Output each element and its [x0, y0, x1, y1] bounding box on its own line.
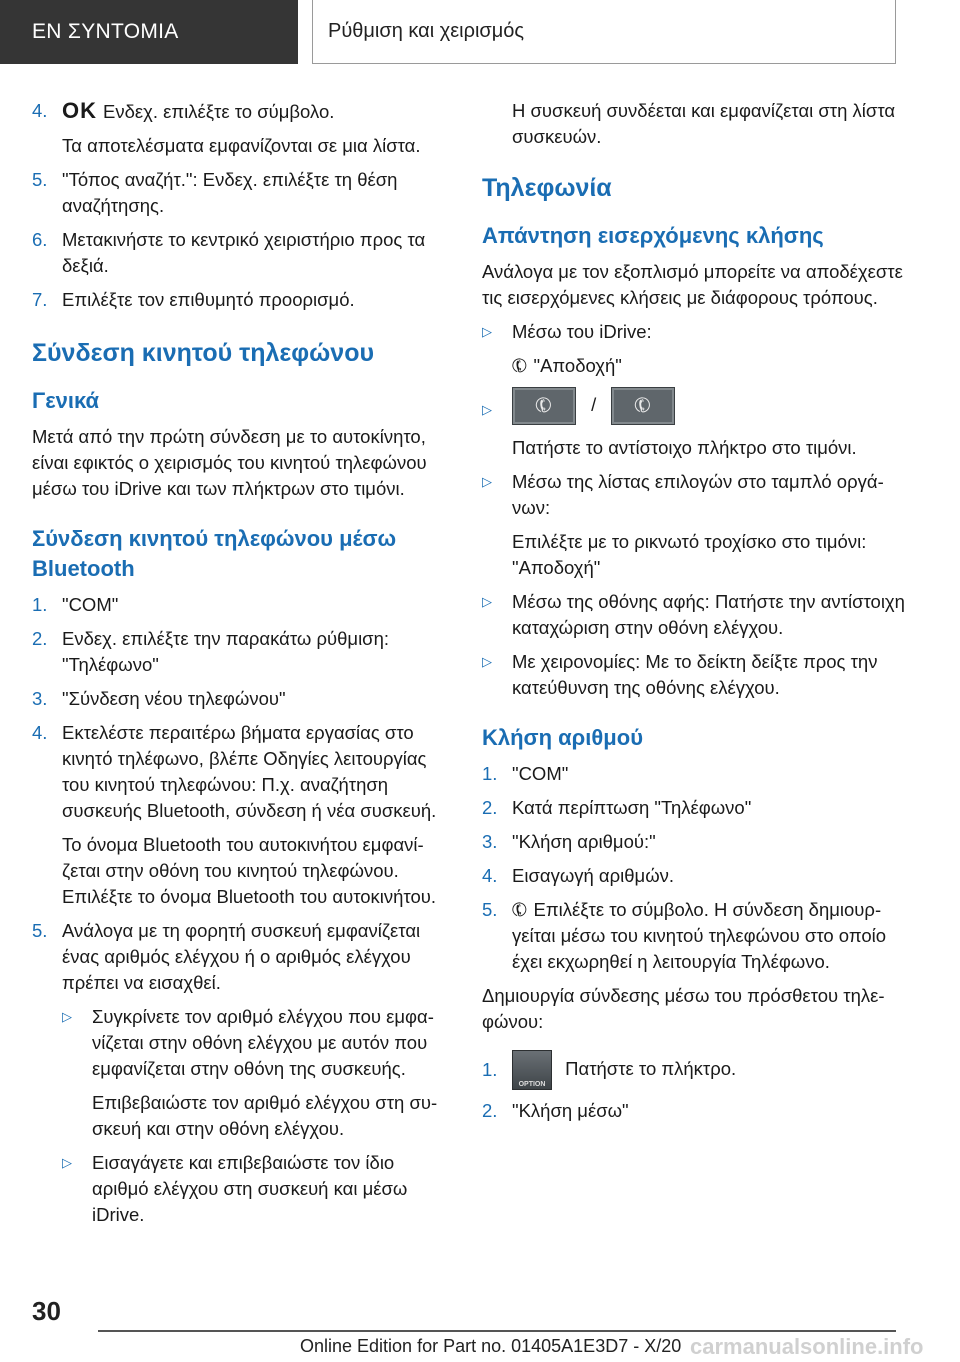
triangle-bullet-icon: ▷ [482, 324, 492, 339]
right-column [482, 98, 912, 1132]
list-item [482, 761, 912, 787]
item-number: 1. [482, 763, 498, 784]
item-number: 7. [32, 289, 48, 310]
item-text: Εκτελέστε περαιτέρω βήματα εργασίας στο κινητό τηλέφωνο, βλέπε Οδηγίες λειτουργίας του κινητού τηλεφώνου: Π.χ. αναζήτηση συσκευής Bluetooth, σύνδεση ή νέα συσκευή. [62, 722, 437, 821]
page-number: 30 [32, 1296, 61, 1326]
item-number: 4. [32, 722, 48, 743]
list-item [32, 287, 452, 313]
item-text: Ενδεχ. επιλέξτε την παρακάτω ρύθμιση: "Τηλέφωνο" [62, 628, 390, 675]
list-item [32, 720, 452, 824]
item-text: "Σύνδεση νέου τηλεφώνου" [62, 688, 286, 709]
item-text: Ανάλογα με τη φορητή συσκευή εμφανίζεται ένας αριθμός ελέγχου ή ο αριθμός ελέγχου πρέπει να εισαχθεί. [62, 920, 421, 993]
item-text: Εισαγωγή αριθμών. [512, 865, 675, 886]
bullet-text: Συγκρίνετε τον αριθμό ελέγχου που εμφανίζεται στην οθόνη ελέγχου με αυτόν που εμφανίζεται στην οθόνη της συσκευής. [92, 1006, 434, 1079]
item-text: "COM" [512, 763, 569, 784]
list-item [482, 863, 912, 889]
phone-accept-button-icon: ✆ [512, 387, 576, 425]
bullet-item [482, 469, 912, 521]
footer-edition: Online Edition for Part no. 01405A1E3D7 - X/20 [300, 1336, 682, 1356]
item-text: Μετακινήστε το κεντρικό χειριστήριο προς τα δεξιά. [62, 229, 426, 276]
item-subtext: Το όνομα Bluetooth του αυτοκινήτου εμφανίζεται στην οθόνη του κινητού τηλεφώνου. Επιλέξτε το όνομα Bluetooth του αυτοκινήτου. [62, 834, 437, 907]
bullet-subtext: Επιλέξτε με το ρικνωτό τροχίσκο στο τιμόνι: "Αποδοχή" [512, 531, 867, 578]
item-text: "COM" [62, 594, 119, 615]
bullet-item [482, 387, 912, 425]
slash-separator: / [591, 393, 597, 415]
list-item [32, 626, 452, 678]
bullet-item [62, 1004, 452, 1082]
bullet-item [482, 319, 912, 345]
left-column [32, 98, 452, 1236]
item-number: 3. [482, 831, 498, 852]
item-text: Επιλέξτε τον επιθυμητό προορισμό. [62, 289, 355, 310]
bullet-item [482, 649, 912, 701]
bullet-text: Μέσω της λίστας επιλογών στο ταμπλό οργάνων: [512, 471, 884, 518]
bullet-subtext [507, 352, 912, 379]
heading-connect-phone: Σύνδεση κινητού τηλεφώνου [32, 339, 375, 367]
answer-paragraph: Ανάλογα με τον εξοπλισμό μπορείτε να αποδέχεστε τις εισερχόμενες κλήσεις με διάφορους τρόπους. [482, 261, 903, 308]
item-number: 5. [32, 169, 48, 190]
item-number: 4. [32, 100, 48, 121]
phone-handset-icon: ✆ [507, 352, 532, 379]
item-number: 2. [482, 1100, 498, 1122]
heading-answer-call: Απάντηση εισερχόμενης κλήσης [482, 223, 824, 248]
item-text: "Κλήση αριθμού:" [512, 831, 656, 852]
list-item [32, 592, 452, 618]
item-text: Κατά περίπτωση "Τηλέφωνο" [512, 797, 752, 818]
general-paragraph: Μετά από την πρώτη σύνδεση με το αυτοκίνητο, είναι εφικτός ο χειρισμός του κινητού τηλεφώνου μέσω του iDrive και των πλήκτρων στο τιμόνι. [32, 426, 427, 499]
item-number: 4. [482, 865, 498, 886]
footer-divider [98, 1330, 896, 1332]
item-number: 1. [482, 1059, 498, 1080]
list-item [32, 98, 452, 125]
ok-icon: OK [62, 98, 97, 123]
chapter-title: Ρύθμιση και χειρισμός [312, 0, 896, 64]
list-item [482, 1098, 912, 1124]
bullet-item [62, 1150, 452, 1228]
heading-bluetooth: Σύνδεση κινητού τηλεφώνου μέσω Bluetooth [32, 526, 397, 581]
item-text: "Κλήση μέσω" [512, 1100, 629, 1122]
bullet-text: Με χειρονομίες: Με το δείκτη δείξτε προς την κατεύθυνση της οθόνης ελέγχου. [512, 651, 878, 698]
list-item [32, 918, 452, 996]
section-tab: ΕΝ ΣΥΝΤΟΜΙΑ [0, 0, 298, 64]
item-number: 5. [32, 920, 48, 941]
phone-handset-icon: ✆ [507, 896, 532, 923]
heading-general: Γενικά [32, 388, 100, 413]
bullet-text: Μέσω της οθόνης αφής: Πατήστε την αντίστοιχη καταχώριση στην οθόνη ελέγχου. [512, 591, 905, 638]
list-item [482, 795, 912, 821]
item-text: Πατήστε το πλήκτρο. [565, 1058, 737, 1079]
triangle-bullet-icon: ▷ [482, 402, 492, 417]
accept-label: "Αποδοχή" [533, 355, 622, 376]
item-number: 6. [32, 229, 48, 250]
bullet-text: Μέσω του iDrive: [512, 321, 652, 342]
triangle-bullet-icon: ▷ [62, 1155, 72, 1170]
item-number: 5. [482, 899, 498, 920]
list-item [482, 829, 912, 855]
option-button-icon [512, 1050, 552, 1090]
triangle-bullet-icon: ▷ [482, 594, 492, 609]
item-text: Ενδεχ. επιλέξτε το σύμβολο. [103, 101, 335, 122]
bullet-text: Εισαγάγετε και επιβεβαιώστε τον ίδιο αριθμό ελέγχου στη συσκευή και μέσω iDrive. [92, 1152, 408, 1225]
extra-phone-paragraph: Δημιουργία σύνδεσης μέσω του πρόσθετου τηλεφώνου: [482, 985, 885, 1032]
bullet-item [482, 589, 912, 641]
phone-accept-button-alt-icon: ✆ [611, 387, 675, 425]
item-number: 3. [32, 688, 48, 709]
heading-call-number: Κλήση αριθμού [482, 725, 644, 750]
heading-telephony: Τηλεφωνία [482, 174, 612, 202]
watermark: carmanualsonline.info [690, 1334, 924, 1359]
list-item [482, 1049, 912, 1090]
bullet-subtext: Επιβεβαιώστε τον αριθμό ελέγχου στη συσκευή και στην οθόνη ελέγχου. [92, 1092, 438, 1139]
list-item [32, 167, 452, 219]
triangle-bullet-icon: ▷ [482, 654, 492, 669]
triangle-bullet-icon: ▷ [62, 1009, 72, 1024]
list-item [32, 227, 452, 279]
option-label: OPTION [518, 1081, 546, 1089]
list-item [32, 686, 452, 712]
item-subtext: Τα αποτελέσματα εμφανίζονται σε μια λίστα. [62, 135, 421, 156]
item-number: 2. [32, 628, 48, 649]
item-number: 1. [32, 594, 48, 615]
list-item [482, 897, 912, 975]
item-number: 2. [482, 797, 498, 818]
continuation-text: Η συσκευή συνδέεται και εμφανίζεται στη λίστα συσκευών. [512, 100, 896, 147]
item-text: "Τόπος αναζήτ.": Ενδεχ. επιλέξτε τη θέση αναζήτησης. [62, 169, 398, 216]
triangle-bullet-icon: ▷ [482, 474, 492, 489]
bullet-subtext: Πατήστε το αντίστοιχο πλήκτρο στο τιμόνι. [512, 437, 857, 458]
item-text: Επιλέξτε το σύμβολο. Η σύνδεση δημιουργείται μέσω του κινητού τηλεφώνου στο οποίο έχει εκχωρηθεί η λειτουργία Τηλέφωνο. [512, 899, 887, 972]
